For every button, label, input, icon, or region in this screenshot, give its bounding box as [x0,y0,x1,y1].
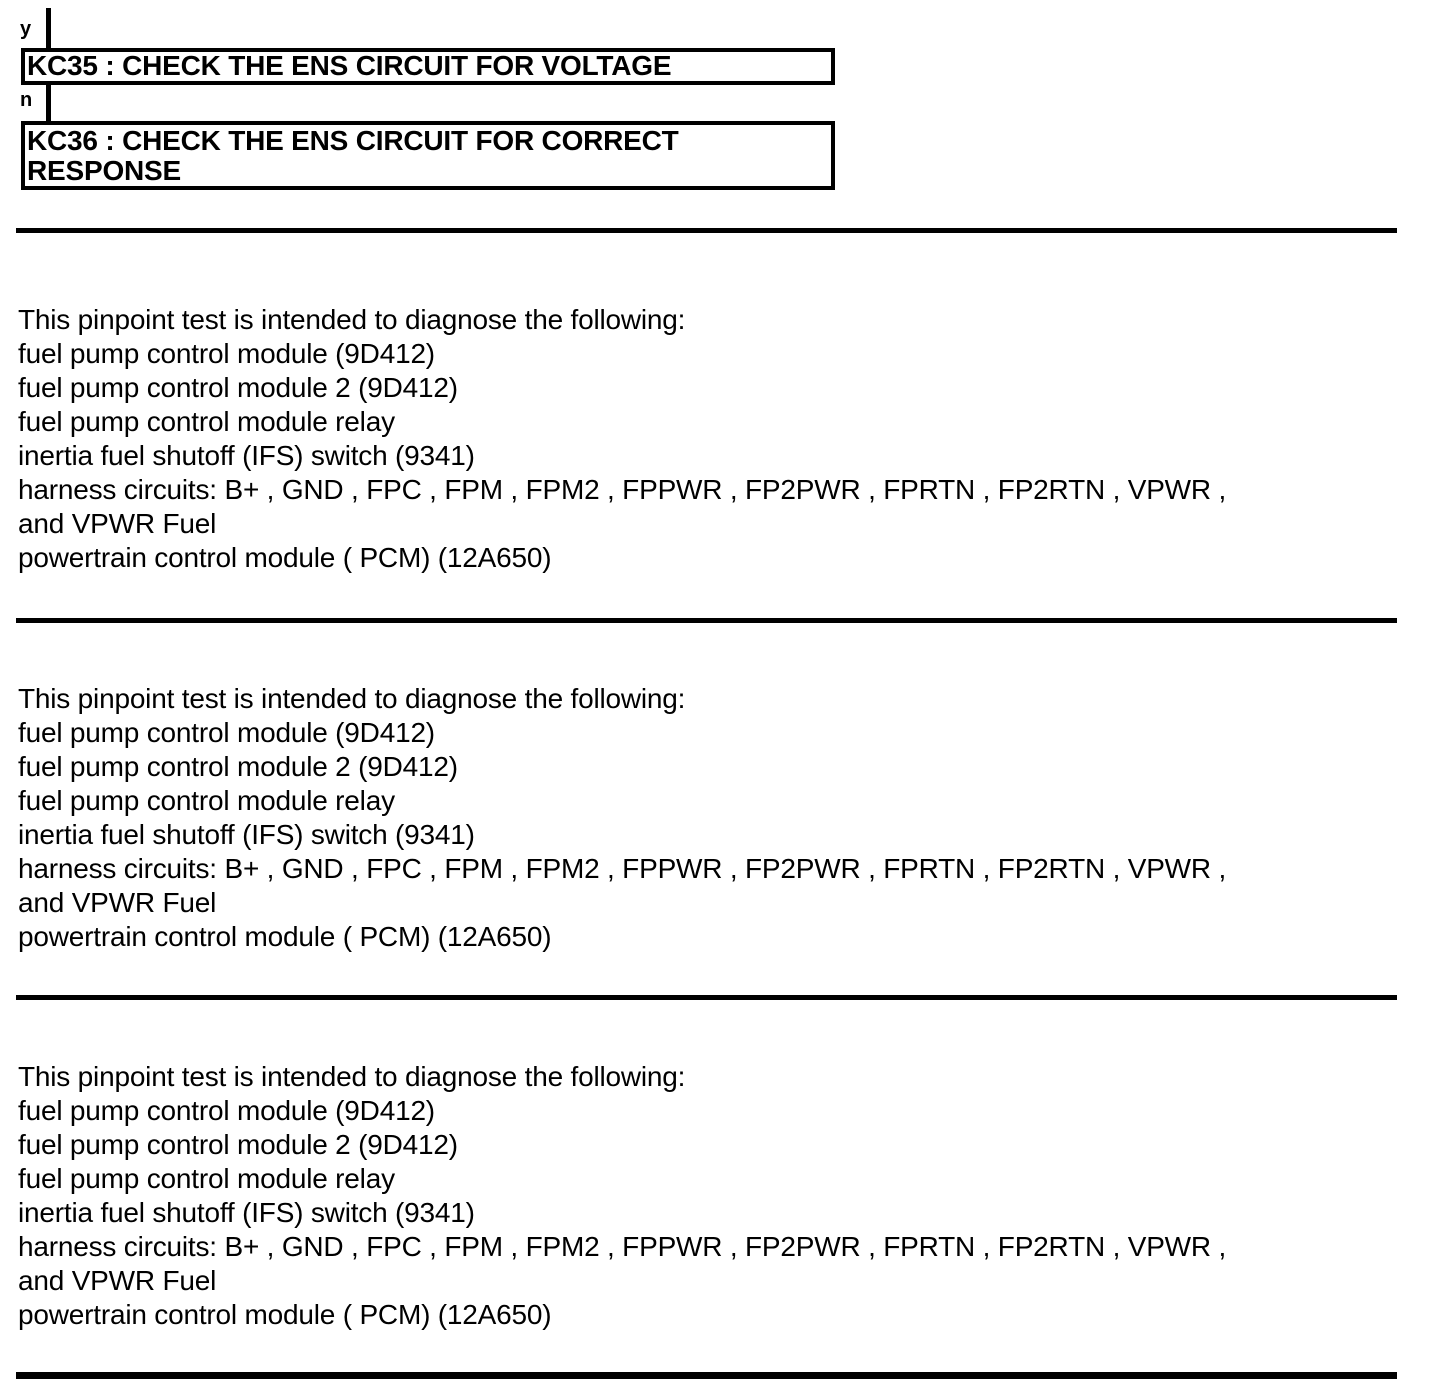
diagnosis-section-1 [18,303,1226,575]
text-line: fuel pump control module relay [18,406,395,437]
flow-node-kc36[interactable] [21,121,835,190]
text-line: This pinpoint test is intended to diagnose the following: [18,1061,686,1092]
diagnosis-section-3 [18,1060,1226,1332]
flow-node-kc35-title: KC35 : CHECK THE ENS CIRCUIT FOR VOLTAGE [27,50,672,81]
section-divider-3 [16,995,1397,1000]
text-line: harness circuits: B+ , GND , FPC , FPM , FPM2 , FPPWR , FP2PWR , FPRTN , FP2RTN , VPWR , [18,474,1227,505]
no-branch-label: n [20,89,33,111]
section-divider-1 [16,228,1397,233]
text-line: harness circuits: B+ , GND , FPC , FPM , FPM2 , FPPWR , FP2PWR , FPRTN , FP2RTN , VPWR , [18,853,1227,884]
section-divider-2 [16,618,1397,623]
text-line: inertia fuel shutoff (IFS) switch (9341) [18,819,475,850]
text-line: powertrain control module ( PCM) (12A650) [18,921,552,952]
text-line: powertrain control module ( PCM) (12A650) [18,1299,552,1330]
text-line: fuel pump control module 2 (9D412) [18,751,458,782]
flow-node-kc35[interactable] [21,48,835,85]
text-line: fuel pump control module relay [18,1163,395,1194]
flow-node-kc36-title: KC36 : CHECK THE ENS CIRCUIT FOR CORRECT RESPONSE [27,125,679,186]
text-line: fuel pump control module (9D412) [18,338,435,369]
text-line: fuel pump control module 2 (9D412) [18,1129,458,1160]
text-line: fuel pump control module (9D412) [18,717,435,748]
diagnosis-section-2 [18,682,1226,954]
text-line: inertia fuel shutoff (IFS) switch (9341) [18,1197,475,1228]
text-line: fuel pump control module 2 (9D412) [18,372,458,403]
text-line: and VPWR Fuel [18,1265,217,1296]
text-line: inertia fuel shutoff (IFS) switch (9341) [18,440,475,471]
text-line: This pinpoint test is intended to diagnose the following: [18,683,686,714]
yes-branch-label: y [20,18,32,40]
text-line: and VPWR Fuel [18,508,217,539]
text-line: and VPWR Fuel [18,887,217,918]
connector-line-no [46,85,51,122]
section-divider-4 [16,1372,1397,1379]
text-line: fuel pump control module relay [18,785,395,816]
text-line: This pinpoint test is intended to diagnose the following: [18,304,686,335]
text-line: harness circuits: B+ , GND , FPC , FPM , FPM2 , FPPWR , FP2PWR , FPRTN , FP2RTN , VPWR , [18,1231,1227,1262]
text-line: fuel pump control module (9D412) [18,1095,435,1126]
connector-line-yes [46,8,51,49]
text-line: powertrain control module ( PCM) (12A650) [18,542,552,573]
